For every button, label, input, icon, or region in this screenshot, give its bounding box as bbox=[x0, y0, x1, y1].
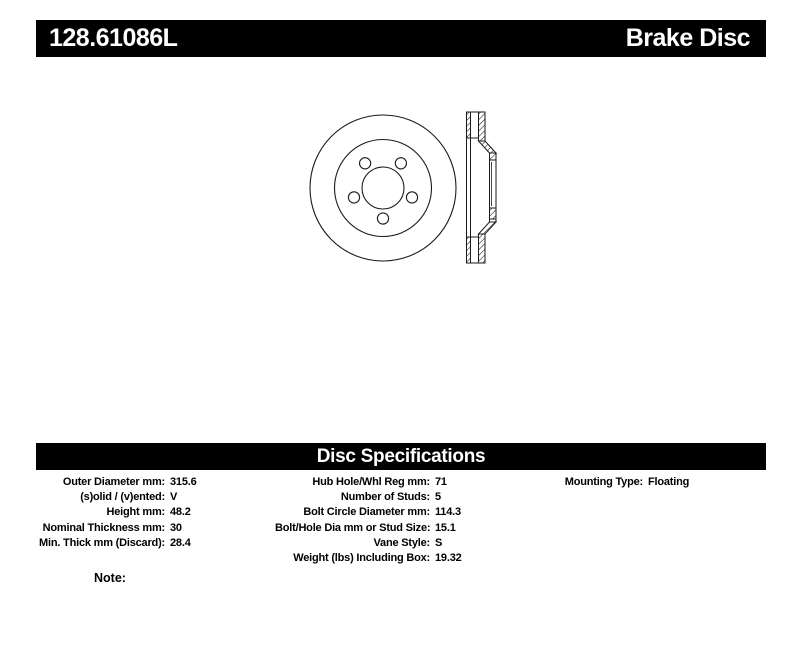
spec-label: Vane Style: bbox=[373, 536, 430, 549]
spec-value: 315.6 bbox=[170, 475, 197, 488]
part-number: 128.61086L bbox=[49, 24, 178, 52]
spec-value: 19.32 bbox=[435, 552, 462, 565]
spec-label: Nominal Thickness mm: bbox=[42, 521, 165, 534]
spec-value: 114.3 bbox=[435, 506, 461, 519]
stud-hole bbox=[348, 192, 359, 203]
spec-value: 15.1 bbox=[435, 521, 456, 534]
spec-row-weight bbox=[275, 550, 545, 565]
brake-disc-cross-section bbox=[467, 112, 497, 263]
stud-hole bbox=[406, 192, 417, 203]
spec-label: Hub Hole/Whl Reg mm: bbox=[312, 475, 430, 488]
spec-row-solid-vented bbox=[25, 489, 280, 504]
spec-value: V bbox=[170, 490, 178, 503]
spec-label: Bolt/Hole Dia mm or Stud Size: bbox=[275, 521, 431, 534]
spec-label: Outer Diameter mm: bbox=[62, 475, 165, 488]
spec-value: 28.4 bbox=[170, 536, 191, 549]
spec-title: Disc Specifications bbox=[316, 445, 486, 467]
section-hat-wall-hatch-bottom bbox=[490, 208, 497, 219]
hub-hole-circle bbox=[362, 167, 404, 209]
section-hat-transition-top bbox=[479, 141, 497, 153]
spec-label: Number of Studs: bbox=[340, 490, 430, 503]
spec-title-bar bbox=[36, 443, 766, 470]
stud-holes bbox=[348, 158, 417, 224]
spec-row-bolt-circle-diameter bbox=[275, 505, 545, 520]
spec-label: Mounting Type: bbox=[564, 475, 643, 488]
spec-row-number-of-studs bbox=[275, 489, 545, 504]
product-type-title: Brake Disc bbox=[625, 24, 750, 52]
spec-row-height bbox=[25, 505, 280, 520]
spec-row-outer-diameter bbox=[25, 474, 280, 489]
spec-value: 5 bbox=[435, 490, 441, 503]
spec-label: (s)olid / (v)ented: bbox=[80, 490, 165, 503]
header-bar bbox=[36, 20, 766, 57]
spec-value: 48.2 bbox=[170, 506, 191, 519]
spec-column-mounting bbox=[556, 474, 766, 489]
hat-circle bbox=[335, 140, 432, 237]
spec-column-hub-studs bbox=[275, 474, 545, 566]
spec-row-mounting-type bbox=[556, 474, 766, 489]
brake-disc-front-view bbox=[310, 115, 456, 261]
spec-value: 30 bbox=[170, 521, 182, 534]
section-top-plate-right bbox=[479, 112, 486, 141]
note-label: Note: bbox=[94, 571, 126, 585]
spec-label: Height mm: bbox=[106, 506, 165, 519]
spec-row-bolt-hole-dia bbox=[275, 520, 545, 535]
stud-hole bbox=[395, 158, 406, 169]
section-hat-wall-hatch-top bbox=[490, 153, 497, 160]
spec-column-dimensions bbox=[25, 474, 280, 550]
brake-disc-drawing bbox=[300, 100, 510, 280]
spec-value: Floating bbox=[648, 475, 690, 488]
section-hat-transition-bottom bbox=[479, 222, 497, 234]
spec-value: S bbox=[435, 536, 443, 549]
spec-row-min-thickness bbox=[25, 535, 280, 550]
section-bottom-plate-left bbox=[467, 237, 471, 263]
section-top-plate-left bbox=[467, 112, 471, 138]
outer-diameter-circle bbox=[310, 115, 456, 261]
stud-hole bbox=[360, 158, 371, 169]
spec-row-hub-hole bbox=[275, 474, 545, 489]
spec-label: Bolt Circle Diameter mm: bbox=[303, 506, 430, 519]
section-bottom-plate-right bbox=[479, 234, 486, 263]
spec-value: 71 bbox=[435, 475, 447, 488]
spec-label: Weight (lbs) Including Box: bbox=[293, 552, 430, 565]
spec-row-nominal-thickness bbox=[25, 520, 280, 535]
stud-hole bbox=[377, 213, 388, 224]
spec-row-vane-style bbox=[275, 535, 545, 550]
spec-label: Min. Thick mm (Discard): bbox=[39, 536, 165, 549]
